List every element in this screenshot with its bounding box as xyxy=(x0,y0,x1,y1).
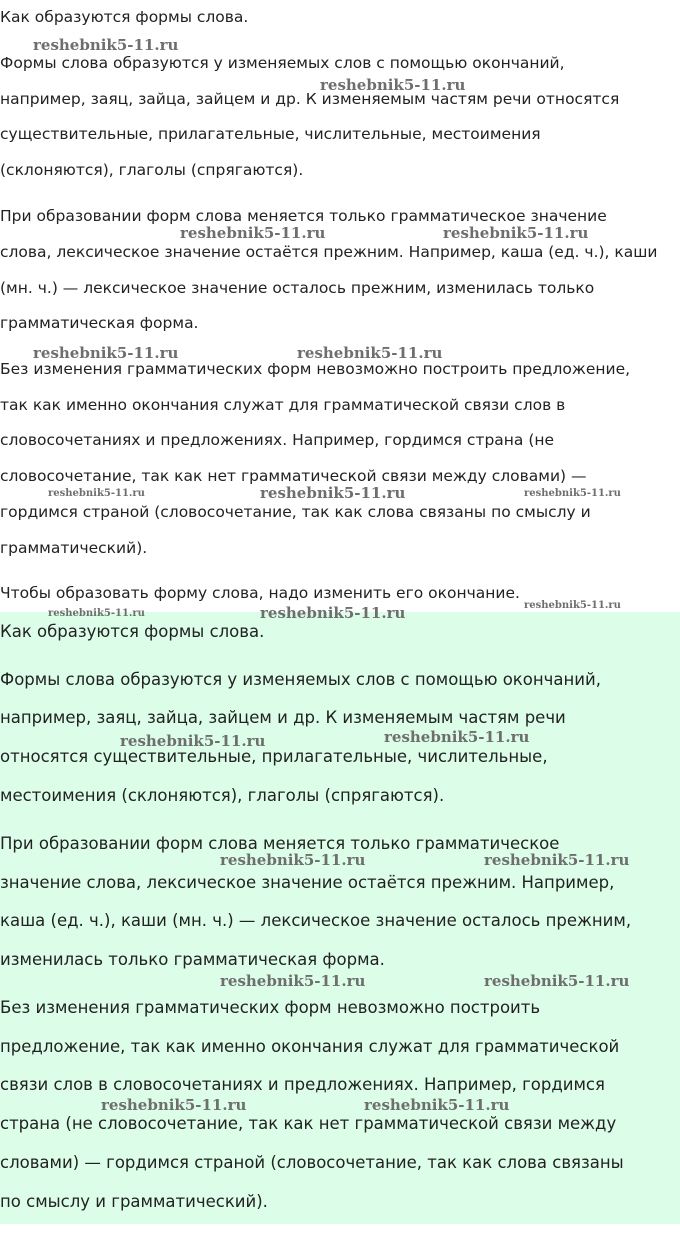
paragraph-line: словосочетание, так как нет грамматической связи между словами) — xyxy=(0,467,587,485)
watermark: reshebnik5-11.ru xyxy=(48,608,145,619)
section-title: Как образуются формы слова. xyxy=(0,8,249,26)
watermark: reshebnik5-11.ru xyxy=(48,488,145,499)
paragraph-line: грамматический). xyxy=(0,539,148,557)
paragraph-line: относятся существительные, прилагательные, числительные, xyxy=(0,747,548,766)
paragraph-line: гордимся страной (словосочетание, так как слова связаны по смыслу и xyxy=(0,503,591,521)
watermark: reshebnik5-11.ru xyxy=(384,728,530,746)
paragraph-line: слова, лексическое значение остаётся прежним. Например, каша (ед. ч.), каши xyxy=(0,243,658,261)
watermark: reshebnik5-11.ru xyxy=(443,224,589,242)
paragraph-line: грамматическая форма. xyxy=(0,314,199,332)
paragraph-line: Формы слова образуются у изменяемых слов с помощью окончаний, xyxy=(0,670,601,689)
paragraph-line: При образовании форм слова меняется только грамматическое значение xyxy=(0,207,607,225)
paragraph-line: предложение, так как именно окончания служат для грамматической xyxy=(0,1037,620,1056)
paragraph-line: так как именно окончания служат для грамматической связи слов в xyxy=(0,396,566,414)
watermark: reshebnik5-11.ru xyxy=(524,488,621,499)
paragraph-line: словами) — гордимся страной (словосочетание, так как слова связаны xyxy=(0,1153,624,1172)
section-title: Как образуются формы слова. xyxy=(0,622,265,641)
paragraph-line: например, заяц, зайца, зайцем и др. К изменяемым частям речи xyxy=(0,708,566,727)
paragraph-line: Формы слова образуются у изменяемых слов с помощью окончаний, xyxy=(0,54,565,72)
watermark: reshebnik5-11.ru xyxy=(297,344,443,362)
paragraph-line: Без изменения грамматических форм невозможно построить предложение, xyxy=(0,360,631,378)
paragraph-line: (склоняются), глаголы (спрягаются). xyxy=(0,161,304,179)
paragraph-line: словосочетаниях и предложениях. Например, гордимся страна (не xyxy=(0,431,555,449)
watermark: reshebnik5-11.ru xyxy=(524,600,621,611)
watermark: reshebnik5-11.ru xyxy=(220,851,366,869)
watermark: reshebnik5-11.ru xyxy=(101,1096,247,1114)
watermark: reshebnik5-11.ru xyxy=(260,604,406,622)
paragraph-line: Без изменения грамматических форм невозможно построить xyxy=(0,998,541,1017)
watermark: reshebnik5-11.ru xyxy=(484,851,630,869)
paragraph-line: значение слова, лексическое значение остаётся прежним. Например, xyxy=(0,873,615,892)
paragraph-line: Чтобы образовать форму слова, надо изменить его окончание. xyxy=(0,584,520,602)
watermark: reshebnik5-11.ru xyxy=(180,224,326,242)
watermark: reshebnik5-11.ru xyxy=(260,484,406,502)
paragraph-line: например, заяц, зайца, зайцем и др. К изменяемым частям речи относятся xyxy=(0,90,620,108)
watermark: reshebnik5-11.ru xyxy=(320,76,466,94)
paragraph-line: каша (ед. ч.), каши (мн. ч.) — лексическое значение осталось прежним, xyxy=(0,911,632,930)
paragraph-line: местоимения (склоняются), глаголы (спрягаются). xyxy=(0,786,445,805)
paragraph-line: существительные, прилагательные, числительные, местоимения xyxy=(0,125,541,143)
paragraph-line: При образовании форм слова меняется только грамматическое xyxy=(0,834,560,853)
paragraph-line: изменилась только грамматическая форма. xyxy=(0,950,385,969)
watermark: reshebnik5-11.ru xyxy=(364,1096,510,1114)
watermark: reshebnik5-11.ru xyxy=(33,36,179,54)
watermark: reshebnik5-11.ru xyxy=(484,972,630,990)
paragraph-line: связи слов в словосочетаниях и предложениях. Например, гордимся xyxy=(0,1075,605,1094)
paragraph-line: по смыслу и грамматический). xyxy=(0,1192,268,1211)
watermark: reshebnik5-11.ru xyxy=(120,732,266,750)
paragraph-line: страна (не словосочетание, так как нет грамматической связи между xyxy=(0,1114,617,1133)
paragraph-line: (мн. ч.) — лексическое значение осталось прежним, изменилась только xyxy=(0,279,595,297)
watermark: reshebnik5-11.ru xyxy=(220,972,366,990)
watermark: reshebnik5-11.ru xyxy=(33,344,179,362)
